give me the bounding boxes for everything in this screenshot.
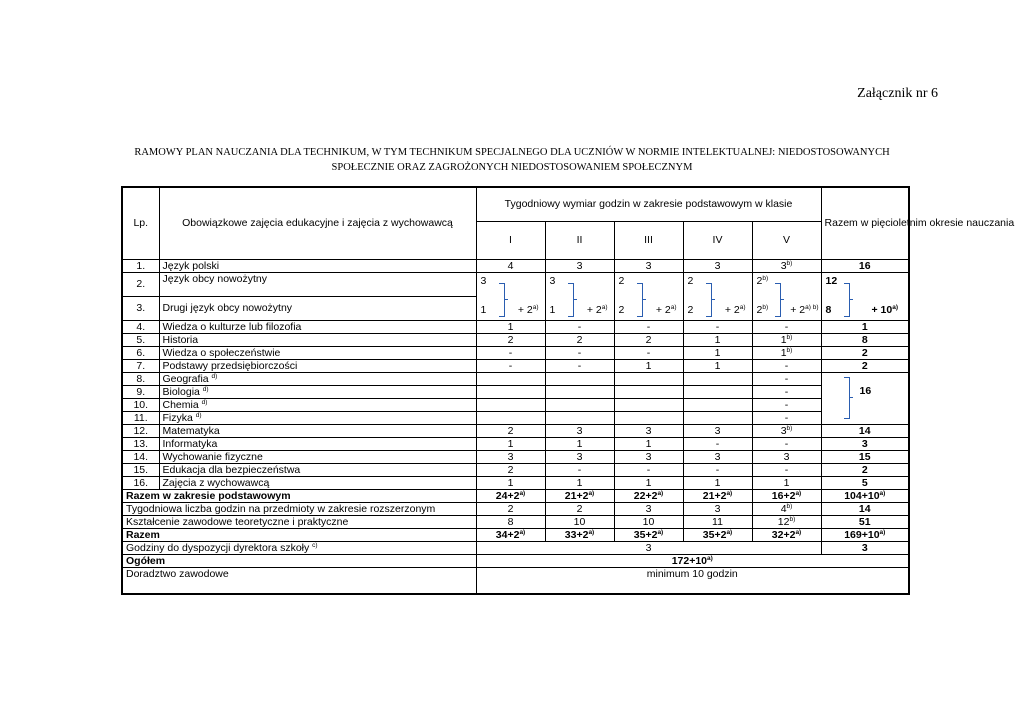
annex-label: Załącznik nr 6 <box>857 86 938 101</box>
hours-cell: 1 <box>683 476 752 489</box>
hours-value: 3 <box>780 424 787 437</box>
hours-cell: 1 <box>683 359 752 372</box>
hours-cell: - <box>683 320 752 333</box>
subject-name: Wychowanie fizyczne <box>159 450 476 463</box>
hours-cell: 2 <box>545 333 614 346</box>
row-lp: 8. <box>122 372 159 385</box>
total-cell: 8 <box>821 333 909 346</box>
table-row <box>122 476 909 489</box>
lang-top-value: 3 <box>549 274 556 287</box>
subject-name: Historia <box>159 333 476 346</box>
subject-name: Edukacja dla bezpieczeństwa <box>159 463 476 476</box>
hours-cell: - <box>752 463 821 476</box>
value: 172+10 <box>671 554 708 567</box>
footnote-mark: a) <box>726 528 733 536</box>
hours-cell: - <box>545 320 614 333</box>
lang-plus <box>656 304 677 316</box>
plus-value: + 2 <box>586 303 602 316</box>
footnote-mark: c) <box>312 541 318 549</box>
value: 12 <box>777 515 790 528</box>
hours-cell: 1 <box>683 333 752 346</box>
lang-plus <box>790 304 818 316</box>
hours-cell <box>476 489 545 502</box>
header-class-5: V <box>752 221 821 259</box>
hours-cell: 3 <box>545 259 614 272</box>
hours-cell <box>476 385 545 398</box>
footnote-mark: a) <box>532 303 539 311</box>
hours-cell: - <box>476 359 545 372</box>
hours-cell: 11 <box>683 515 752 528</box>
hours-cell <box>752 346 821 359</box>
footnote-mark: b) <box>786 424 793 432</box>
hours-cell <box>545 411 614 424</box>
hours-cell: 2 <box>476 333 545 346</box>
table-row <box>122 346 909 359</box>
lang-top-value: 2 <box>687 274 694 287</box>
hours-cell: 2 <box>476 424 545 437</box>
lang-bottom-value: 1 <box>480 303 487 316</box>
hours-cell: 3 <box>683 450 752 463</box>
hours-cell: 2 <box>614 333 683 346</box>
brace-icon <box>706 283 712 317</box>
brace-icon <box>844 283 850 317</box>
value: 2 <box>756 274 763 287</box>
lang-total-top: 12 <box>825 274 838 287</box>
row-lp: 4. <box>122 320 159 333</box>
hours-cell: - <box>614 463 683 476</box>
director-hours: 3 <box>476 541 821 554</box>
hours-cell <box>683 385 752 398</box>
science-total-cell <box>821 372 909 424</box>
lang-cell-2 <box>545 272 614 320</box>
subject-name <box>159 372 476 385</box>
lang-bottom-value: 2 <box>618 303 625 316</box>
header-total: Razem w pięcioletnim okresie nauczania <box>821 187 909 259</box>
header-subjects: Obowiązkowe zajęcia edukacyjne i zajęcia z wychowawcą <box>159 187 476 259</box>
footnote-mark: b) <box>762 303 769 311</box>
footnote-mark: b) <box>786 502 793 510</box>
hours-cell <box>752 502 821 515</box>
subject-label: Biologia <box>162 385 200 398</box>
table-row <box>122 359 909 372</box>
footnote-mark: a) <box>726 489 733 497</box>
table-row <box>122 411 909 424</box>
footnote-mark: d) <box>202 385 209 393</box>
footnote-mark: a) <box>892 303 899 311</box>
lang-cell-4 <box>683 272 752 320</box>
table-row <box>122 259 909 272</box>
total-cell: 16 <box>821 259 909 272</box>
total-cell: 5 <box>821 476 909 489</box>
hours-cell: 10 <box>545 515 614 528</box>
subject-label: Chemia <box>162 398 199 411</box>
lang-plus <box>725 304 746 316</box>
footnote-mark: b) <box>786 346 793 354</box>
hours-cell: 1 <box>476 476 545 489</box>
header-class-3: III <box>614 221 683 259</box>
hours-cell: - <box>752 411 821 424</box>
value: 21+2 <box>564 489 589 502</box>
hours-cell <box>614 372 683 385</box>
footnote-mark: a) <box>670 303 677 311</box>
hours-cell <box>476 528 545 541</box>
hours-cell <box>476 372 545 385</box>
hours-cell <box>614 528 683 541</box>
hours-cell: - <box>752 372 821 385</box>
hours-cell: - <box>752 385 821 398</box>
plus-value: + 2 <box>517 303 533 316</box>
footnote-mark: a) <box>795 489 802 497</box>
hours-cell: 3 <box>752 450 821 463</box>
hours-cell: 3 <box>614 502 683 515</box>
lang-total-bottom: 8 <box>825 303 832 316</box>
lang-top-value: 2 <box>618 274 625 287</box>
hours-cell: 1 <box>614 359 683 372</box>
value: 35+2 <box>702 528 727 541</box>
summary-row-extended <box>122 502 909 515</box>
hours-value: 1 <box>780 333 787 346</box>
table-row <box>122 424 909 437</box>
hours-cell: - <box>752 320 821 333</box>
document-title <box>0 145 1024 175</box>
hours-cell: 4 <box>476 259 545 272</box>
subject-name: Informatyka <box>159 437 476 450</box>
hours-cell <box>752 528 821 541</box>
value: 24+2 <box>495 489 520 502</box>
value: 22+2 <box>633 489 658 502</box>
total-cell: 51 <box>821 515 909 528</box>
hours-cell <box>683 372 752 385</box>
lang-plus <box>518 304 539 316</box>
header-weekly: Tygodniowy wymiar godzin w zakresie podstawowym w klasie <box>476 187 821 221</box>
footnote-mark: a) <box>519 489 526 497</box>
hours-cell <box>752 515 821 528</box>
hours-cell: 3 <box>476 450 545 463</box>
footnote-mark: a) <box>879 489 886 497</box>
title-line-2: SPOŁECZNIE ORAZ ZAGROŻONYCH NIEDOSTOSOWANIEM SPOŁECZNYM <box>331 162 693 173</box>
value: 169+10 <box>844 528 880 541</box>
row-lp: 5. <box>122 333 159 346</box>
plus-value: + 10 <box>871 303 893 316</box>
footnote-mark: d) <box>195 411 202 419</box>
hours-cell: 3 <box>545 424 614 437</box>
lang-cell-3 <box>614 272 683 320</box>
hours-cell: 10 <box>614 515 683 528</box>
footnote-mark: a) <box>795 528 802 536</box>
summary-label: Kształcenie zawodowe teoretyczne i praktyczne <box>122 515 476 528</box>
hours-cell: - <box>545 346 614 359</box>
plus-value: + 2 <box>655 303 671 316</box>
hours-cell: - <box>614 320 683 333</box>
lang-bottom-value: 1 <box>549 303 556 316</box>
value: 21+2 <box>702 489 727 502</box>
value: 4 <box>780 502 787 515</box>
hours-cell <box>476 411 545 424</box>
hours-cell <box>545 528 614 541</box>
lang-total-plus <box>872 304 899 316</box>
subject-name: Matematyka <box>159 424 476 437</box>
row-lp: 9. <box>122 385 159 398</box>
total-cell: 14 <box>821 502 909 515</box>
summary-label: Doradztwo zawodowe <box>122 567 476 594</box>
lang-plus <box>587 304 608 316</box>
header-class-4: IV <box>683 221 752 259</box>
total-cell <box>821 489 909 502</box>
hours-cell: 1 <box>476 320 545 333</box>
total-cell: 14 <box>821 424 909 437</box>
hours-cell <box>614 385 683 398</box>
lang-top-value: 3 <box>480 274 487 287</box>
brace-icon <box>637 283 643 317</box>
summary-label: Razem w zakresie podstawowym <box>122 489 476 502</box>
footnote-mark: a) b) <box>805 303 819 311</box>
total-cell: 3 <box>821 541 909 554</box>
table-row <box>122 333 909 346</box>
footnote-mark: d) <box>211 372 218 380</box>
hours-cell: - <box>752 359 821 372</box>
value: 33+2 <box>564 528 589 541</box>
subject-label: Fizyka <box>162 411 193 424</box>
science-total-value: 16 <box>859 384 872 397</box>
brace-icon <box>844 377 850 419</box>
footnote-mark: a) <box>739 303 746 311</box>
hours-cell: 3 <box>545 450 614 463</box>
header-lp: Lp. <box>122 187 159 259</box>
subject-name: Wiedza o kulturze lub filozofia <box>159 320 476 333</box>
hours-cell: 3 <box>614 450 683 463</box>
hours-cell: - <box>476 346 545 359</box>
footnote-mark: a) <box>588 528 595 536</box>
hours-cell: 3 <box>614 259 683 272</box>
footnote-mark: b) <box>789 515 796 523</box>
footnote-mark: a) <box>588 489 595 497</box>
footnote-mark: d) <box>201 398 208 406</box>
hours-cell: 1 <box>545 476 614 489</box>
table-row <box>122 372 909 385</box>
total-cell: 2 <box>821 359 909 372</box>
table-row <box>122 320 909 333</box>
footnote-mark: b) <box>786 259 793 267</box>
subject-name <box>159 411 476 424</box>
hours-cell: 1 <box>476 437 545 450</box>
hours-cell <box>545 398 614 411</box>
brace-icon <box>568 283 574 317</box>
lang-cell-1 <box>476 272 545 320</box>
value: 16+2 <box>771 489 796 502</box>
total-cell: 3 <box>821 437 909 450</box>
footnote-mark: a) <box>657 489 664 497</box>
footnote-mark: b) <box>786 333 793 341</box>
summary-label: Ogółem <box>122 554 476 567</box>
total-cell: 1 <box>821 320 909 333</box>
hours-cell: 1 <box>752 476 821 489</box>
row-lp: 11. <box>122 411 159 424</box>
subject-name <box>159 385 476 398</box>
hours-cell: 3 <box>683 259 752 272</box>
hours-cell: 2 <box>545 502 614 515</box>
hours-cell <box>752 424 821 437</box>
hours-cell: 1 <box>683 346 752 359</box>
header-class-2: II <box>545 221 614 259</box>
hours-cell: - <box>683 463 752 476</box>
curriculum-table <box>121 186 1015 595</box>
hours-cell <box>545 385 614 398</box>
hours-cell: - <box>545 463 614 476</box>
row-lp: 13. <box>122 437 159 450</box>
hours-cell: 2 <box>476 463 545 476</box>
row-lp: 12. <box>122 424 159 437</box>
plus-value: + 2 <box>724 303 740 316</box>
hours-cell <box>614 398 683 411</box>
hours-cell <box>476 398 545 411</box>
table-row <box>122 385 909 398</box>
row-lp: 3. <box>122 296 159 320</box>
lang-bottom-value <box>757 304 769 316</box>
value: 2 <box>756 303 763 316</box>
hours-cell <box>683 528 752 541</box>
hours-cell <box>545 372 614 385</box>
total-cell: 2 <box>821 346 909 359</box>
hours-cell: 3 <box>683 502 752 515</box>
hours-cell: 1 <box>614 437 683 450</box>
row-lp: 2. <box>122 272 159 296</box>
row-lp: 16. <box>122 476 159 489</box>
hours-cell: - <box>752 437 821 450</box>
summary-label <box>122 541 476 554</box>
label-text: Godziny do dyspozycji dyrektora szkoły <box>126 541 310 554</box>
hours-cell <box>752 333 821 346</box>
table-row <box>122 272 909 296</box>
hours-cell: 1 <box>545 437 614 450</box>
brace-icon <box>775 283 781 317</box>
subject-name: Język polski <box>159 259 476 272</box>
value: 104+10 <box>844 489 880 502</box>
footnote-mark: a) <box>879 528 886 536</box>
lang-bottom-value: 2 <box>687 303 694 316</box>
summary-row-vocational <box>122 515 909 528</box>
subject-name <box>159 398 476 411</box>
hours-value: 1 <box>780 346 787 359</box>
row-lp: 7. <box>122 359 159 372</box>
hours-cell <box>683 398 752 411</box>
total-cell <box>821 528 909 541</box>
hours-cell: 1 <box>614 476 683 489</box>
footnote-mark: a) <box>657 528 664 536</box>
subject-label: Geografia <box>162 372 209 385</box>
brace-icon <box>499 283 505 317</box>
summary-row-director <box>122 541 909 554</box>
row-lp: 14. <box>122 450 159 463</box>
lang-total-cell <box>821 272 909 320</box>
hours-cell: 8 <box>476 515 545 528</box>
value: 34+2 <box>495 528 520 541</box>
row-lp: 15. <box>122 463 159 476</box>
row-lp: 6. <box>122 346 159 359</box>
hours-cell: 3 <box>614 424 683 437</box>
header-class-1: I <box>476 221 545 259</box>
total-cell: 15 <box>821 450 909 463</box>
footnote-mark: a) <box>707 554 713 562</box>
hours-cell: - <box>752 398 821 411</box>
subject-name: Podstawy przedsiębiorczości <box>159 359 476 372</box>
summary-label: Tygodniowa liczba godzin na przedmioty w zakresie rozszerzonym <box>122 502 476 515</box>
hours-cell: 2 <box>476 502 545 515</box>
summary-label: Razem <box>122 528 476 541</box>
hours-cell <box>614 411 683 424</box>
subject-name: Drugi język obcy nowożytny <box>159 296 476 320</box>
row-lp: 1. <box>122 259 159 272</box>
hours-cell: 3 <box>683 424 752 437</box>
lang-top-value <box>757 275 769 287</box>
footnote-mark: b) <box>762 274 769 282</box>
hours-cell <box>683 411 752 424</box>
overall-value <box>476 554 909 567</box>
hours-cell: - <box>614 346 683 359</box>
value: 35+2 <box>633 528 658 541</box>
hours-cell <box>614 489 683 502</box>
career-value: minimum 10 godzin <box>476 567 909 594</box>
table-row <box>122 450 909 463</box>
hours-cell <box>752 259 821 272</box>
summary-row-razem <box>122 528 909 541</box>
table-row <box>122 463 909 476</box>
title-line-1: RAMOWY PLAN NAUCZANIA DLA TECHNIKUM, W TYM TECHNIKUM SPECJALNEGO DLA UCZNIÓW W NORMIE INTELEKTUALNEJ: NIEDOSTOSOWANYCH <box>134 147 890 158</box>
plus-value: + 2 <box>790 303 806 316</box>
hours-cell <box>752 489 821 502</box>
summary-row-overall <box>122 554 909 567</box>
row-lp: 10. <box>122 398 159 411</box>
table-row <box>122 437 909 450</box>
summary-row-career <box>122 567 909 594</box>
hours-cell: - <box>683 437 752 450</box>
subject-name: Język obcy nowożytny <box>159 272 476 296</box>
total-cell: 2 <box>821 463 909 476</box>
lang-cell-5 <box>752 272 821 320</box>
hours-cell: - <box>545 359 614 372</box>
subject-name: Wiedza o społeczeństwie <box>159 346 476 359</box>
footnote-mark: a) <box>601 303 608 311</box>
summary-row-basic <box>122 489 909 502</box>
table-row <box>122 398 909 411</box>
value: 32+2 <box>771 528 796 541</box>
subject-name: Zajęcia z wychowawcą <box>159 476 476 489</box>
hours-cell <box>683 489 752 502</box>
hours-value: 3 <box>780 259 787 272</box>
footnote-mark: a) <box>519 528 526 536</box>
hours-cell <box>545 489 614 502</box>
